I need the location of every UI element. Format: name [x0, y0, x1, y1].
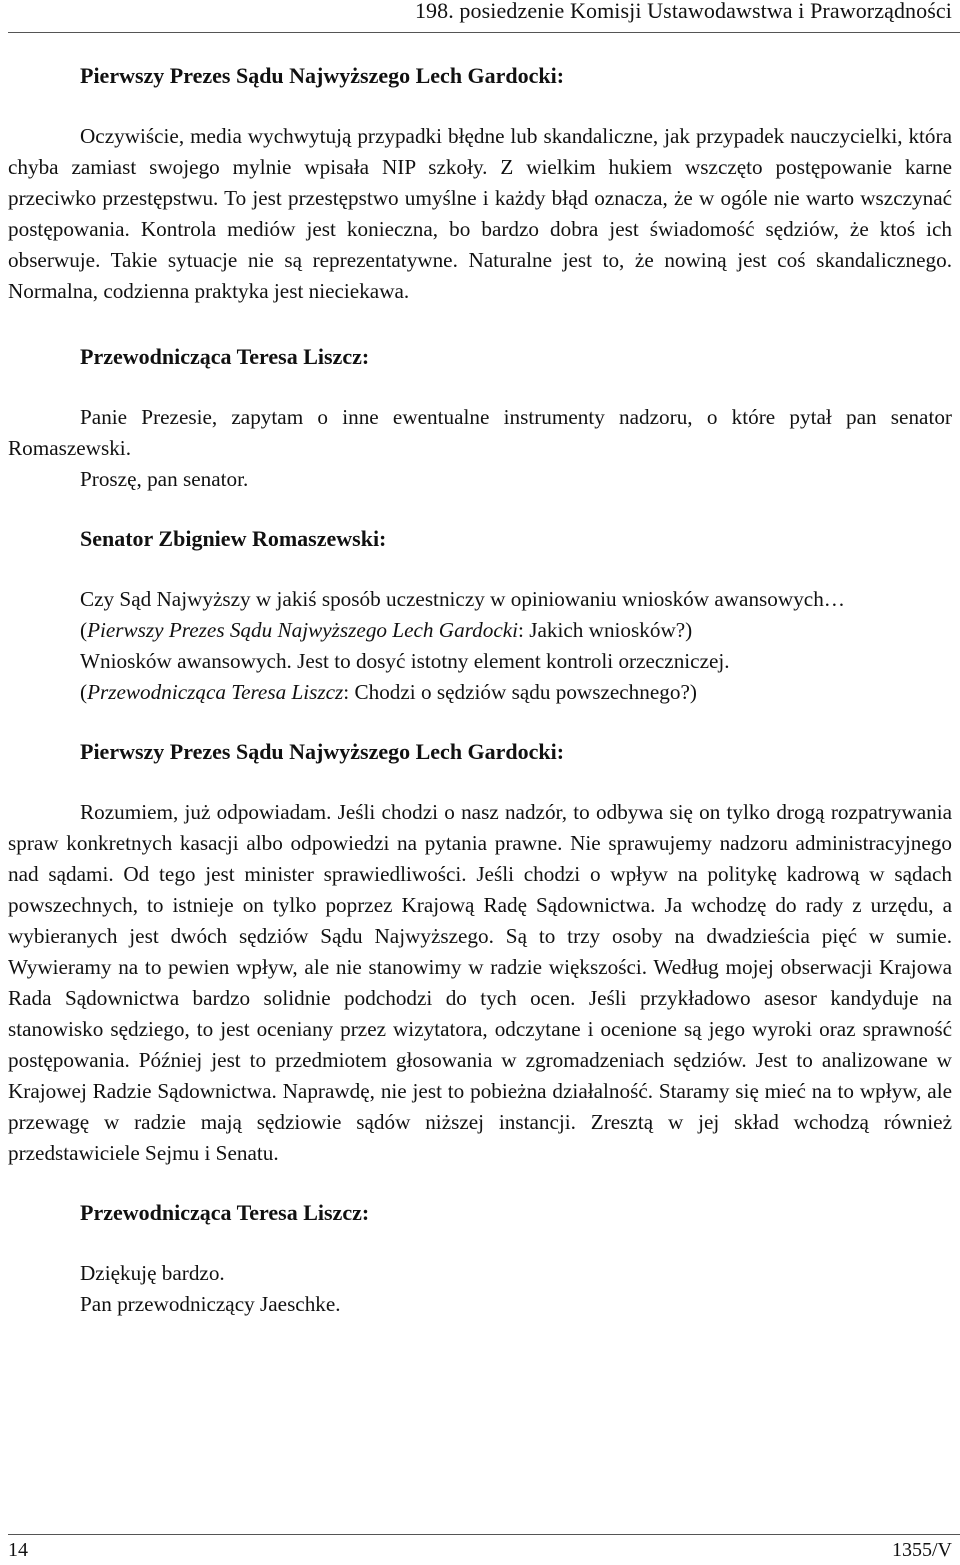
- speaker-heading: Przewodnicząca Teresa Liszcz:: [80, 344, 370, 369]
- header-title: 198. posiedzenie Komisji Ustawodawstwa i Praworządności: [414, 0, 952, 23]
- interjection-text: : Chodzi o sędziów sądu powszechnego?): [343, 680, 697, 704]
- speech-paragraph: Proszę, pan senator.: [80, 467, 249, 491]
- page-number: 14: [8, 1539, 28, 1561]
- speaker-heading: Senator Zbigniew Romaszewski:: [80, 526, 387, 551]
- speaker-heading: Pierwszy Prezes Sądu Najwyższego Lech Gardocki:: [80, 63, 565, 88]
- document-number: 1355/V: [892, 1539, 952, 1561]
- interjection-open: (: [80, 618, 88, 642]
- interjection-text: : Jakich wniosków?): [518, 618, 693, 642]
- speaker-heading: Przewodnicząca Teresa Liszcz:: [80, 1200, 370, 1225]
- speech-paragraph: Panie Prezesie, zapytam o inne ewentualne instrumenty nadzoru, o które pytał pan senator Romaszewski.: [8, 405, 952, 460]
- header-rule: [8, 32, 960, 33]
- speech-paragraph: Pan przewodniczący Jaeschke.: [80, 1292, 341, 1316]
- speaker-heading: Pierwszy Prezes Sądu Najwyższego Lech Gardocki:: [80, 739, 565, 764]
- interjection: [8, 615, 952, 646]
- speech-paragraph: Dziękuję bardzo.: [80, 1261, 225, 1285]
- footer-rule: [8, 1534, 960, 1535]
- transcript-body: [8, 62, 952, 1320]
- speech-paragraph: Oczywiście, media wychwytują przypadki błędne lub skandaliczne, jak przypadek nauczycielki, która chyba zamiast swojego mylnie wpisała NIP szkoły. Z wielkim hukiem wszczęto postępowanie karne przeciwko przestępstwu. To jest przestępstwo umyślne i każdy błąd oznacza, że w ogóle nie warto wszczynać postępowania. Kontrola mediów jest konieczna, bo bardzo dobra jest świadomość sędziów, że ktoś ich obserwuje. Takie sytuacje nie są reprezentatywne. Naturalne jest to, że nowiną jest coś skandalicznego. Normalna, codzienna praktyka jest nieciekawa.: [8, 124, 952, 303]
- interjection-open: (: [80, 680, 88, 704]
- interjection-speaker: Przewodnicząca Teresa Liszcz: [87, 680, 344, 704]
- speech-paragraph: Rozumiem, już odpowiadam. Jeśli chodzi o nasz nadzór, to odbywa się on tylko drogą rozpatrywania spraw konkretnych kasacji albo odpowiedzi na pytania prawne. Nie sprawujemy nadzoru administracyjnego nad sądami. Od tego jest minister sprawiedliwości. Jeśli chodzi o wpływ na politykę kadrową w sądach powszechnych, to istnieje on tylko poprzez Krajową Radę Sądownictwa. Ja wchodzę do rady z urzędu, a wybieranych jest dwóch sędziów Sądu Najwyższego. Są to trzy osoby na dwadzieścia pięć w sumie. Wywieramy na to pewien wpływ, ale nie stanowimy w radzie większości. Według mojej obserwacji Krajowa Rada Sądownictwa bardzo solidnie podchodzi do tych ocen. Jeśli przykładowo asesor kandyduje na stanowisko sędziego, to jest oceniany przez wizytatora, odczytane i ocenione są jego wyroki oraz sprawność postępowania. Później jest to przedmiotem głosowania w zgromadzeniach sędziów. Jest to analizowane w Krajowej Radzie Sądownictwa. Naprawdę, nie jest to pobieżna działalność. Staramy się mieć na to wpływ, ale przewagę w radzie mają sędziowie sądów niższej instancji. Zresztą w jej skład wchodzą również przedstawiciele Sejmu i Senatu.: [8, 800, 952, 1165]
- speech-paragraph: Czy Sąd Najwyższy w jakiś sposób uczestniczy w opiniowaniu wniosków awansowych…: [80, 587, 845, 611]
- interjection: [8, 677, 952, 708]
- interjection-speaker: Pierwszy Prezes Sądu Najwyższego Lech Gardocki: [87, 618, 519, 642]
- speech-paragraph: Wniosków awansowych. Jest to dosyć istotny element kontroli orzeczniczej.: [80, 649, 730, 673]
